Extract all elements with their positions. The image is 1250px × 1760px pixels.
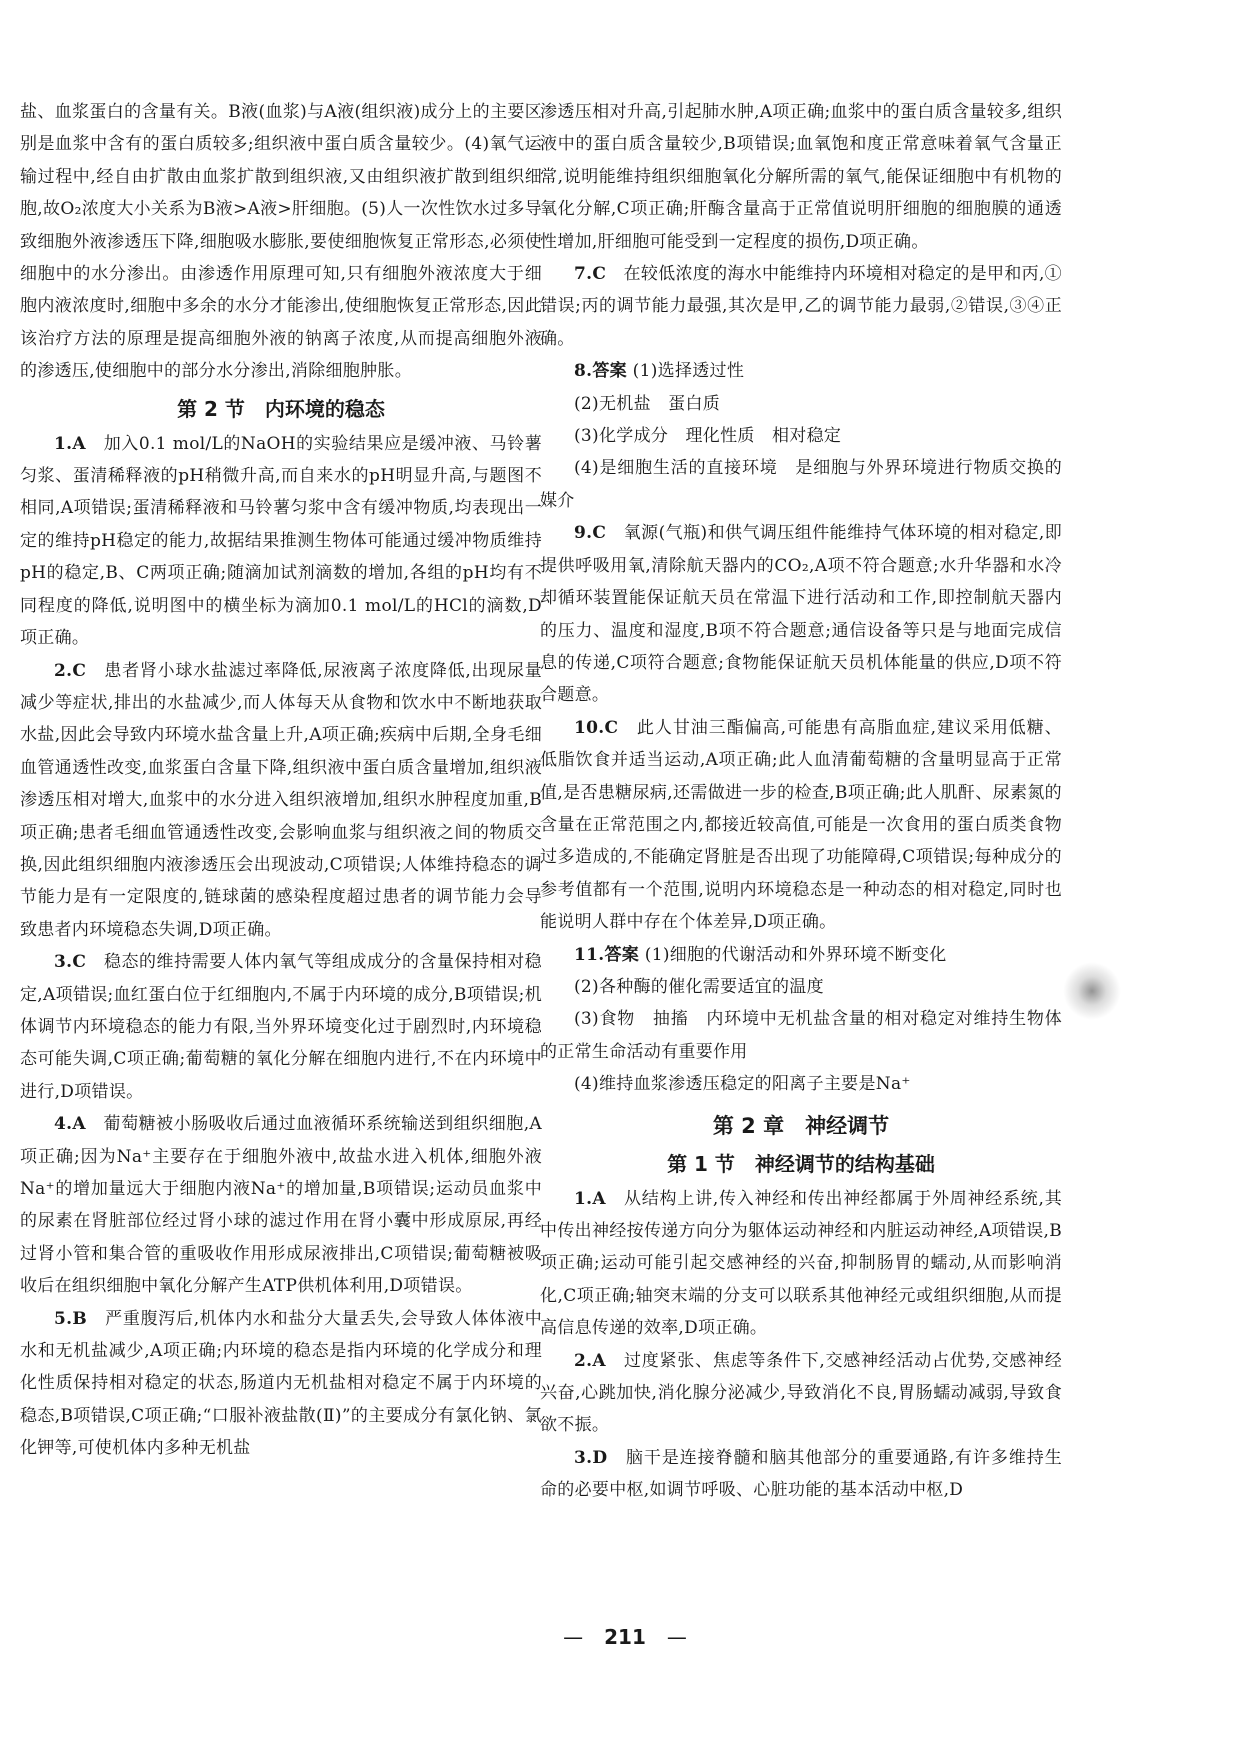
answer-subitem: (2)各种酶的催化需要适宜的温度 bbox=[574, 976, 824, 997]
answer-item bbox=[540, 712, 1062, 939]
answer-item bbox=[540, 355, 1062, 387]
answer-item bbox=[20, 1108, 542, 1302]
answer-text: 严重腹泻后,机体内水和盐分大量丢失,会导致人体体液中水和无机盐减少,A项正确;内环境的稳态是指内环境的化学成分和理化性质保持相对稳定的状态,肠道内无机盐相对稳定不属于内环境的稳态,B项错误,C项正确;“口服补液盐散(Ⅱ)”的主要成分有氯化钠、氯化钾等,可使机体内多种无机盐 bbox=[20, 1308, 542, 1459]
answer-number: 2.C bbox=[54, 660, 87, 681]
answer-number: 7.C bbox=[574, 264, 607, 285]
footer-dash-right: — bbox=[666, 1625, 687, 1649]
answer-number: 10.C bbox=[574, 717, 619, 738]
answer-text: 葡萄糖被小肠吸收后通过血液循环系统输送到组织细胞,A项正确;因为Na⁺主要存在于细胞外液中,故盐水进入机体,细胞外液Na⁺的增加量远大于细胞内液Na⁺的增加量,B项错误;运动员血浆中的尿素在肾脏部位经过肾小球的滤过作用在肾小囊中形成原尿,再经过肾小管和集合管的重吸收作用形成尿液排出,C项错误;葡萄糖被吸收后在组织细胞中氧化分解产生ATP供机体利用,D项错误。 bbox=[20, 1114, 542, 1297]
answer-subitem: (4)是细胞生活的直接环境 是细胞与外界环境进行物质交换的媒介 bbox=[540, 458, 1062, 511]
answer-item bbox=[20, 655, 542, 947]
answer-item bbox=[540, 939, 1062, 971]
answer-item bbox=[540, 1442, 1062, 1507]
answer-number: 1.A bbox=[574, 1188, 606, 1209]
section-heading: 第 2 节 内环境的稳态 bbox=[177, 396, 385, 421]
answer-text: 稳态的维持需要人体内氧气等组成成分的含量保持相对稳定,A项错误;血红蛋白位于红细胞内,不属于内环境的成分,B项错误;机体调节内环境稳态的能力有限,当外界环境变化过于剧烈时,内环境稳态可能失调,C项正确;葡萄糖的氧化分解在细胞内进行,不在内环境中进行,D项错误。 bbox=[20, 952, 542, 1102]
answer-item bbox=[540, 258, 1062, 355]
right-column bbox=[540, 96, 1062, 1507]
answer-subitem: (3)食物 抽搐 内环境中无机盐含量的相对稳定对维持生物体的正常生命活动有重要作用 bbox=[540, 1009, 1062, 1062]
answer-number: 1.A bbox=[54, 433, 86, 454]
answer-subitem: (2)无机盐 蛋白质 bbox=[574, 393, 721, 414]
paragraph: 渗透压相对升高,引起肺水肿,A项正确;血浆中的蛋白质含量较多,组织液中的蛋白质含量较少,B项错误;血氧饱和度正常意味着氧气含量正常,说明能维持组织细胞氧化分解所需的氧气,能保证细胞中有机物的氧化分解,C项正确;肝酶含量高于正常值说明肝细胞的细胞膜的通透性增加,肝细胞可能受到一定程度的损伤,D项正确。 bbox=[540, 102, 1062, 252]
answer-item bbox=[540, 517, 1062, 711]
answer-text: 此人甘油三酯偏高,可能患有高脂血症,建议采用低糖、低脂饮食并适当运动,A项正确;此人血清葡萄糖的含量明显高于正常值,是否患糖尿病,还需做进一步的检查,B项正确;此人肌酐、尿素氮的含量在正常范围之内,都接近较高值,可能是一次食用的蛋白质类食物过多造成的,不能确定肾脏是否出现了功能障碍,C项错误;每种成分的参考值都有一个范围,说明内环境稳态是一种动态的相对稳定,同时也能说明人群中存在个体差异,D项正确。 bbox=[540, 717, 1062, 933]
answer-number: 3.D bbox=[574, 1447, 608, 1468]
page-number-footer bbox=[0, 1625, 1250, 1649]
answer-number: 8.答案 bbox=[574, 361, 627, 382]
answer-item bbox=[20, 946, 542, 1108]
answer-text: 在较低浓度的海水中能维持内环境相对稳定的是甲和丙,①错误;丙的调节能力最强,其次是甲,乙的调节能力最弱,②错误,③④正确。 bbox=[540, 264, 1062, 349]
answer-text: 患者肾小球水盐滤过率降低,尿液离子浓度降低,出现尿量减少等症状,排出的水盐减少,而人体每天从食物和饮水中不断地获取水盐,因此会导致内环境水盐含量上升,A项正确;疾病中后期,全身毛细血管通透性改变,血浆蛋白含量下降,组织液中蛋白质含量增加,组织液渗透压相对增大,血浆中的水分进入组织液增加,组织水肿程度加重,B项正确;患者毛细血管通透性改变,会影响血浆与组织液之间的物质交换,因此组织细胞内液渗透压会出现波动,C项错误;人体维持稳态的调节能力是有一定限度的,链球菌的感染程度超过患者的调节能力会导致患者内环境稳态失调,D项正确。 bbox=[20, 660, 542, 940]
page-number: 211 bbox=[604, 1625, 646, 1649]
left-column bbox=[20, 96, 542, 1465]
answer-item bbox=[540, 1345, 1062, 1442]
answer-number: 9.C bbox=[574, 523, 607, 544]
answer-text: 从结构上讲,传入神经和传出神经都属于外周神经系统,其中传出神经按传递方向分为躯体运动神经和内脏运动神经,A项错误,B项正确;运动可能引起交感神经的兴奋,抑制肠胃的蠕动,从而影响消化,C项正确;轴突末端的分支可以联系其他神经元或组织细胞,从而提高信息传递的效率,D项正确。 bbox=[540, 1188, 1062, 1339]
answer-text: 脑干是连接脊髓和脑其他部分的重要通路,有许多维持生命的必要中枢,如调节呼吸、心脏功能的基本活动中枢,D bbox=[540, 1447, 1062, 1501]
answer-item bbox=[20, 428, 542, 655]
answer-subitem: (4)维持血浆渗透压稳定的阳离子主要是Na⁺ bbox=[574, 1074, 911, 1095]
chapter-heading: 第 2 章 神经调节 bbox=[712, 1113, 890, 1138]
answer-subitem: (3)化学成分 理化性质 相对稳定 bbox=[574, 426, 842, 447]
answer-text: 氧源(气瓶)和供气调压组件能维持气体环境的相对稳定,即提供呼吸用氧,清除航天器内的CO₂,A项不符合题意;水升华器和水冷却循环装置能保证航天员在常温下进行活动和工作,即控制航天器内的压力、温度和湿度,B项不符合题意;通信设备等只是与地面完成信息的传递,C项符合题意;食物能保证航天员机体能量的供应,D项不符合题意。 bbox=[540, 523, 1062, 706]
answer-text: 加入0.1 mol/L的NaOH的实验结果应是缓冲液、马铃薯匀浆、蛋清稀释液的pH稍微升高,而自来水的pH明显升高,与题图不相同,A项错误;蛋清稀释液和马铃薯匀浆中含有缓冲物质,均表现出一定的维持pH稳定的能力,故据结果推测生物体可能通过缓冲物质维持pH的稳定,B、C两项正确;随滴加试剂滴数的增加,各组的pH均有不同程度的降低,说明图中的横坐标为滴加0.1 mol/L的HCl的滴数,D项正确。 bbox=[20, 433, 542, 649]
answer-number: 2.A bbox=[574, 1350, 606, 1371]
answer-item bbox=[20, 1303, 542, 1465]
answer-text: 过度紧张、焦虑等条件下,交感神经活动占优势,交感神经兴奋,心跳加快,消化腺分泌减少,导致消化不良,胃肠蠕动减弱,导致食欲不振。 bbox=[540, 1350, 1062, 1436]
answer-number: 11.答案 bbox=[574, 944, 640, 965]
paragraph: 盐、血浆蛋白的含量有关。B液(血浆)与A液(组织液)成分上的主要区别是血浆中含有的蛋白质较多;组织液中蛋白质含量较少。(4)氧气运输过程中,经自由扩散由血浆扩散到组织液,又由组织液扩散到组织细胞,故O₂浓度大小关系为B液>A液>肝细胞。(5)人一次性饮水过多导致细胞外液渗透压下降,细胞吸水膨胀,要使细胞恢复正常形态,必须使细胞中的水分渗出。由渗透作用原理可知,只有细胞外液浓度大于细胞内液浓度时,细胞中多余的水分才能渗出,使细胞恢复正常形态,因此该治疗方法的原理是提高细胞外液的钠离子浓度,从而提高细胞外液的渗透压,使细胞中的部分水分渗出,消除细胞肿胀。 bbox=[20, 102, 542, 382]
answer-text: (1)选择透过性 bbox=[632, 361, 745, 382]
answer-number: 3.C bbox=[54, 952, 87, 973]
footer-dash-left: — bbox=[563, 1625, 584, 1649]
answer-number: 5.B bbox=[54, 1308, 88, 1329]
answer-text: (1)细胞的代谢活动和外界环境不断变化 bbox=[644, 944, 947, 965]
answer-item bbox=[540, 1183, 1062, 1345]
section-heading: 第 1 节 神经调节的结构基础 bbox=[667, 1151, 935, 1176]
scan-smudge bbox=[1063, 962, 1121, 1020]
answer-number: 4.A bbox=[54, 1114, 86, 1135]
